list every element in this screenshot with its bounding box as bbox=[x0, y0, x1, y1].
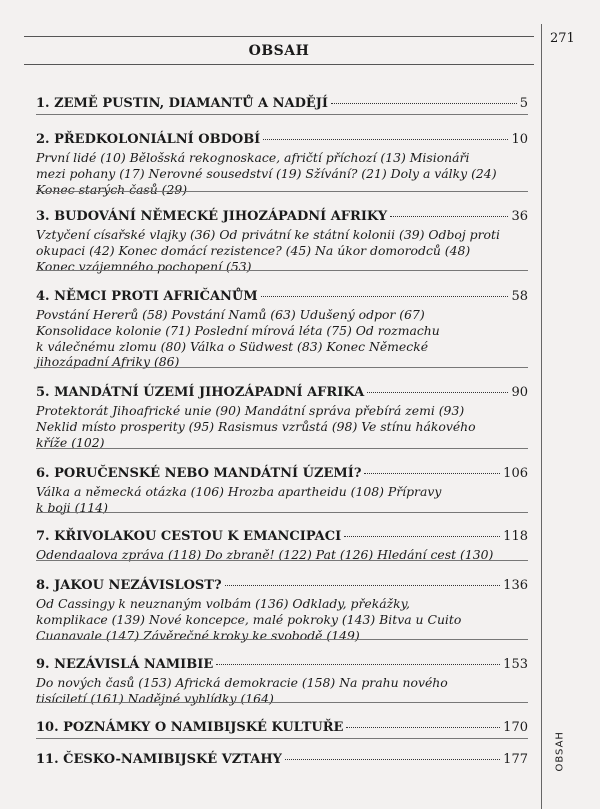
subsection-line: jihozápadní Afriky (86) bbox=[36, 354, 180, 370]
page-number: 271 bbox=[550, 31, 575, 46]
chapter-heading bbox=[36, 657, 528, 675]
leader-dots bbox=[346, 727, 500, 728]
subsection-line: Povstání Hererů (58) Povstání Namů (63) Udušený odpor (67) bbox=[36, 307, 425, 322]
chapter-heading bbox=[36, 132, 528, 150]
toc-entry bbox=[36, 466, 528, 516]
toc-title-text: OBSAH bbox=[248, 43, 310, 59]
toc-entry bbox=[36, 96, 528, 114]
section-divider bbox=[36, 702, 528, 703]
chapter-heading bbox=[36, 96, 528, 114]
chapter-page: 106 bbox=[503, 466, 528, 481]
chapter-page: 170 bbox=[503, 720, 528, 735]
leader-dots bbox=[331, 103, 517, 104]
chapter-title: 3. BUDOVÁNÍ NĚMECKÉ JIHOZÁPADNÍ AFRIKY bbox=[36, 209, 388, 224]
section-divider bbox=[36, 191, 528, 192]
running-side-label: OBSAH bbox=[554, 731, 566, 772]
chapter-page: 5 bbox=[519, 96, 528, 111]
section-divider bbox=[36, 512, 528, 513]
subsection-list bbox=[36, 403, 528, 450]
chapter-heading bbox=[36, 385, 528, 403]
subsection-line: Protektorát Jihoafrické unie (90) Mandátní správa přebírá zemi (93) bbox=[36, 403, 465, 418]
section-divider bbox=[36, 448, 528, 449]
subsection-line: okupaci (42) Konec domácí rezistence? (45) Na úkor domorodců (48) bbox=[36, 242, 471, 258]
subsection-line: k boji (114) bbox=[36, 499, 108, 515]
chapter-title: 11. ČESKO-NAMIBIJSKÉ VZTAHY bbox=[36, 752, 282, 767]
subsection-line: mezi pohany (17) Nerovné sousedství (19) Sžívání? (21) Doly a války (24) bbox=[36, 165, 497, 181]
subsection-line: Vztyčení císařské vlajky (36) Od privátní ke státní kolonii (39) Odboj proti bbox=[36, 227, 500, 242]
chapter-page: 90 bbox=[511, 385, 528, 400]
subsection-line: Konec vzájemného pochopení (53) bbox=[36, 258, 252, 274]
leader-dots bbox=[344, 536, 500, 537]
chapter-title: 9. NEZÁVISLÁ NAMIBIE bbox=[36, 657, 214, 672]
subsection-line: Od Cassingy k neuznaným volbám (136) Odklady, překážky, bbox=[36, 596, 410, 611]
chapter-heading bbox=[36, 289, 528, 307]
subsection-list bbox=[36, 307, 528, 370]
leader-dots bbox=[390, 216, 508, 217]
leader-dots bbox=[364, 473, 500, 474]
toc-entry bbox=[36, 132, 528, 197]
chapter-heading bbox=[36, 752, 528, 770]
section-divider bbox=[36, 560, 528, 561]
subsection-line: Konec starých časů (29) bbox=[36, 181, 188, 197]
toc-entry bbox=[36, 752, 528, 770]
chapter-page: 153 bbox=[503, 657, 528, 672]
chapter-page: 136 bbox=[503, 578, 528, 593]
chapter-heading bbox=[36, 578, 528, 596]
leader-dots bbox=[225, 585, 501, 586]
section-divider bbox=[36, 639, 528, 640]
toc-entry bbox=[36, 578, 528, 643]
section-divider bbox=[36, 738, 528, 739]
chapter-title: 8. JAKOU NEZÁVISLOST? bbox=[36, 578, 222, 593]
chapter-title: 2. PŘEDKOLONIÁLNÍ OBDOBÍ bbox=[36, 132, 261, 147]
toc-title bbox=[24, 40, 534, 62]
subsection-line: tisíciletí (161) Nadějné vyhlídky (164) bbox=[36, 690, 274, 706]
subsection-list bbox=[36, 596, 528, 643]
chapter-heading bbox=[36, 720, 528, 738]
title-rule bbox=[24, 64, 534, 65]
subsection-line: Neklid místo prosperity (95) Rasismus vzrůstá (98) Ve stínu hákového bbox=[36, 418, 476, 434]
subsection-line: k válečnému zlomu (80) Válka o Südwest (83) Konec Německé bbox=[36, 338, 429, 354]
toc-entry bbox=[36, 657, 528, 707]
chapter-title: 7. KŘIVOLAKOU CESTOU K EMANCIPACI bbox=[36, 529, 342, 544]
chapter-title: 4. NĚMCI PROTI AFRIČANŮM bbox=[36, 289, 258, 304]
chapter-title: 5. MANDÁTNÍ ÚZEMÍ JIHOZÁPADNÍ AFRIKA bbox=[36, 385, 365, 400]
section-divider bbox=[36, 270, 528, 271]
chapter-page: 10 bbox=[511, 132, 528, 147]
toc-entry bbox=[36, 289, 528, 370]
leader-dots bbox=[285, 759, 500, 760]
chapter-heading bbox=[36, 529, 528, 547]
subsection-line: Do nových časů (153) Africká demokracie (158) Na prahu nového bbox=[36, 675, 448, 690]
subsection-line: komplikace (139) Nové koncepce, malé pokroky (143) Bitva u Cuito bbox=[36, 611, 462, 627]
leader-dots bbox=[263, 139, 508, 140]
toc-entry bbox=[36, 720, 528, 738]
chapter-page: 118 bbox=[503, 529, 528, 544]
chapter-title: 6. PORUČENSKÉ NEBO MANDÁTNÍ ÚZEMÍ? bbox=[36, 466, 362, 481]
chapter-page: 58 bbox=[511, 289, 528, 304]
chapter-page: 177 bbox=[503, 752, 528, 767]
section-divider bbox=[36, 367, 528, 368]
subsection-list bbox=[36, 227, 528, 274]
subsection-line: Odendaalova zpráva (118) Do zbraně! (122) Pat (126) Hledání cest (130) bbox=[36, 547, 494, 562]
leader-dots bbox=[216, 664, 500, 665]
subsection-line: kříže (102) bbox=[36, 434, 105, 450]
chapter-title: 10. POZNÁMKY O NAMIBIJSKÉ KULTUŘE bbox=[36, 720, 344, 735]
leader-dots bbox=[367, 392, 508, 393]
subsection-line: Konsolidace kolonie (71) Poslední mírová léta (75) Od rozmachu bbox=[36, 322, 440, 338]
chapter-heading bbox=[36, 209, 528, 227]
toc-entry bbox=[36, 385, 528, 450]
subsection-line: První lidé (10) Bělošská rekognoskace, afričtí příchozí (13) Misionáři bbox=[36, 150, 470, 165]
chapter-title: 1. ZEMĚ PUSTIN, DIAMANTŮ A NADĚJÍ bbox=[36, 96, 329, 111]
subsection-line: Cuanavale (147) Závěrečné kroky ke svobodě (149) bbox=[36, 627, 360, 643]
subsection-line: Válka a německá otázka (106) Hrozba apartheidu (108) Přípravy bbox=[36, 484, 442, 499]
toc-entry bbox=[36, 209, 528, 274]
toc-entry bbox=[36, 529, 528, 563]
subsection-list bbox=[36, 484, 528, 516]
leader-dots bbox=[261, 296, 509, 297]
top-rule bbox=[24, 36, 534, 37]
chapter-heading bbox=[36, 466, 528, 484]
margin-rule bbox=[541, 24, 542, 809]
section-divider bbox=[36, 114, 528, 115]
chapter-page: 36 bbox=[511, 209, 528, 224]
